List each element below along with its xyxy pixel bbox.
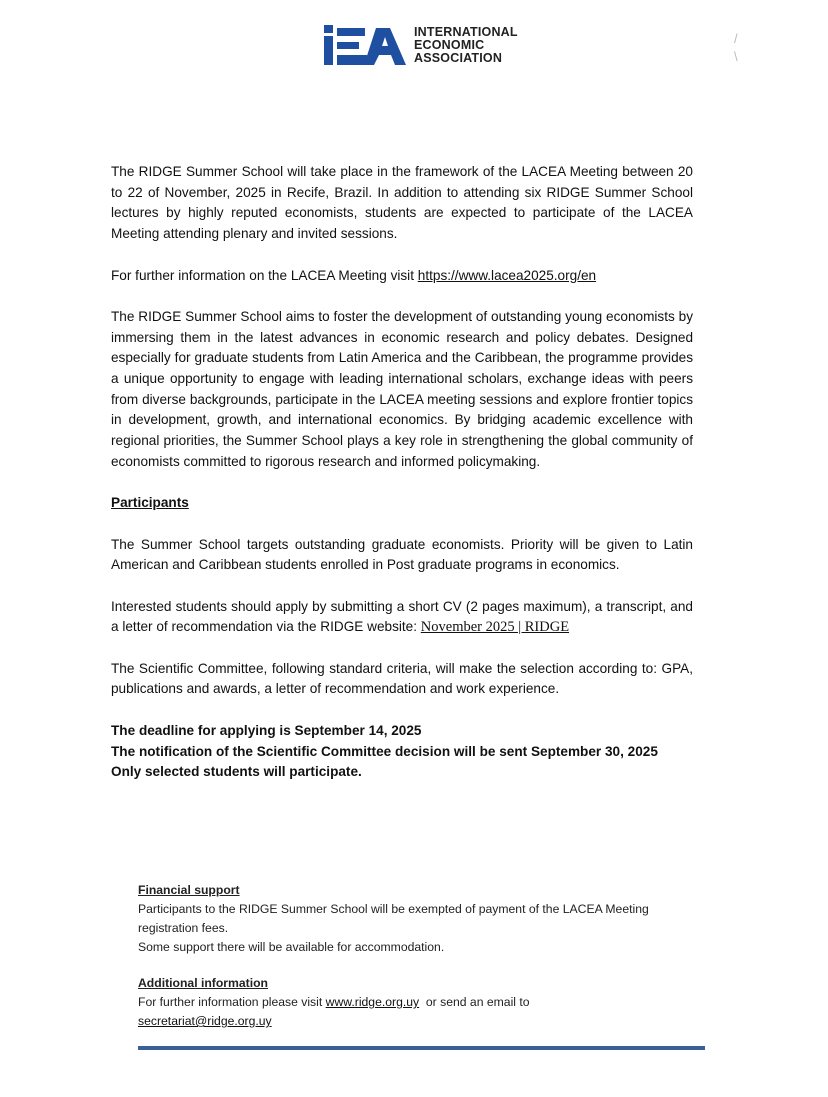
- email-line: [138, 1012, 688, 1031]
- lacea-info-paragraph: For further information on the LACEA Meeting visit https://www.lacea2025.org/en: [111, 267, 597, 283]
- aims-paragraph: The RIDGE Summer School aims to foster the development of outstanding young economists by immersing them in the latest advances in economic research and policy debates. Designed especially for graduate students from Latin America and the Caribbean, the programme provides a unique opportunity to engage with leading international scholars, exchange ideas with peers from diverse backgrounds, participate in the LACEA meeting sessions and explore frontier topics in development, growth, and international economics. By bridging academic excellence with regional priorities, the Summer School plays a key role in strengthening the global community of economists committed to rigorous research and informed policymaking.: [111, 308, 693, 469]
- cut-off-edge-text: / \: [734, 31, 738, 64]
- email-link[interactable]: secretariat@ridge.org.uy: [138, 1014, 272, 1028]
- footer-rule: [138, 1046, 705, 1050]
- accommodation-line: Some support there will be available for accommodation.: [138, 940, 445, 954]
- targets-paragraph: The Summer School targets outstanding graduate economists. Priority will be given to Latin American and Caribbean students enrolled in Post graduate programs in economics.: [111, 536, 693, 573]
- additional-info-heading: Additional information: [138, 976, 268, 990]
- main-content: [111, 162, 693, 783]
- iea-logo: [324, 24, 518, 66]
- footer-block: [138, 881, 688, 1031]
- notification-line: The notification of the Scientific Committee decision will be sent September 30, 2025: [111, 743, 658, 759]
- financial-support-heading: Financial support: [138, 883, 240, 897]
- selection-paragraph: The Scientific Committee, following standard criteria, will make the selection according to: GPA, publications and awards, a letter of recommendation and work experience.: [111, 660, 693, 697]
- ridge-site-link[interactable]: www.ridge.org.uy: [325, 995, 420, 1009]
- financial-support-line: Participants to the RIDGE Summer School will be exempted of payment of the LACEA Meeting registration fees.: [138, 902, 649, 935]
- selected-students-line: Only selected students will participate.: [111, 764, 362, 780]
- additional-info-line: For further information please visit www.ridge.org.uy or send an email to: [138, 995, 533, 1009]
- ridge-website-link[interactable]: November 2025 | RIDGE: [420, 619, 570, 636]
- intro-paragraph: The RIDGE Summer School will take place in the framework of the LACEA Meeting between 20 to 22 of November, 2025 in Recife, Brazil. In addition to attending six RIDGE Summer School lectures by highly reputed economists, students are expected to participate of the LACEA Meeting attending plenary and invited sessions.: [111, 164, 693, 242]
- iea-logo-mark-icon: [324, 25, 406, 65]
- apply-paragraph: Interested students should apply by submitting a short CV (2 pages maximum), a transcript, and a letter of recommendation via the RIDGE website: November 2025 | RIDGE: [111, 598, 693, 636]
- lacea-link[interactable]: https://www.lacea2025.org/en: [417, 267, 597, 283]
- logo-wordmark: INTERNATIONAL ECONOMIC ASSOCIATION: [414, 24, 518, 65]
- participants-heading: Participants: [111, 495, 189, 511]
- deadline-line: The deadline for applying is September 14, 2025: [111, 722, 422, 738]
